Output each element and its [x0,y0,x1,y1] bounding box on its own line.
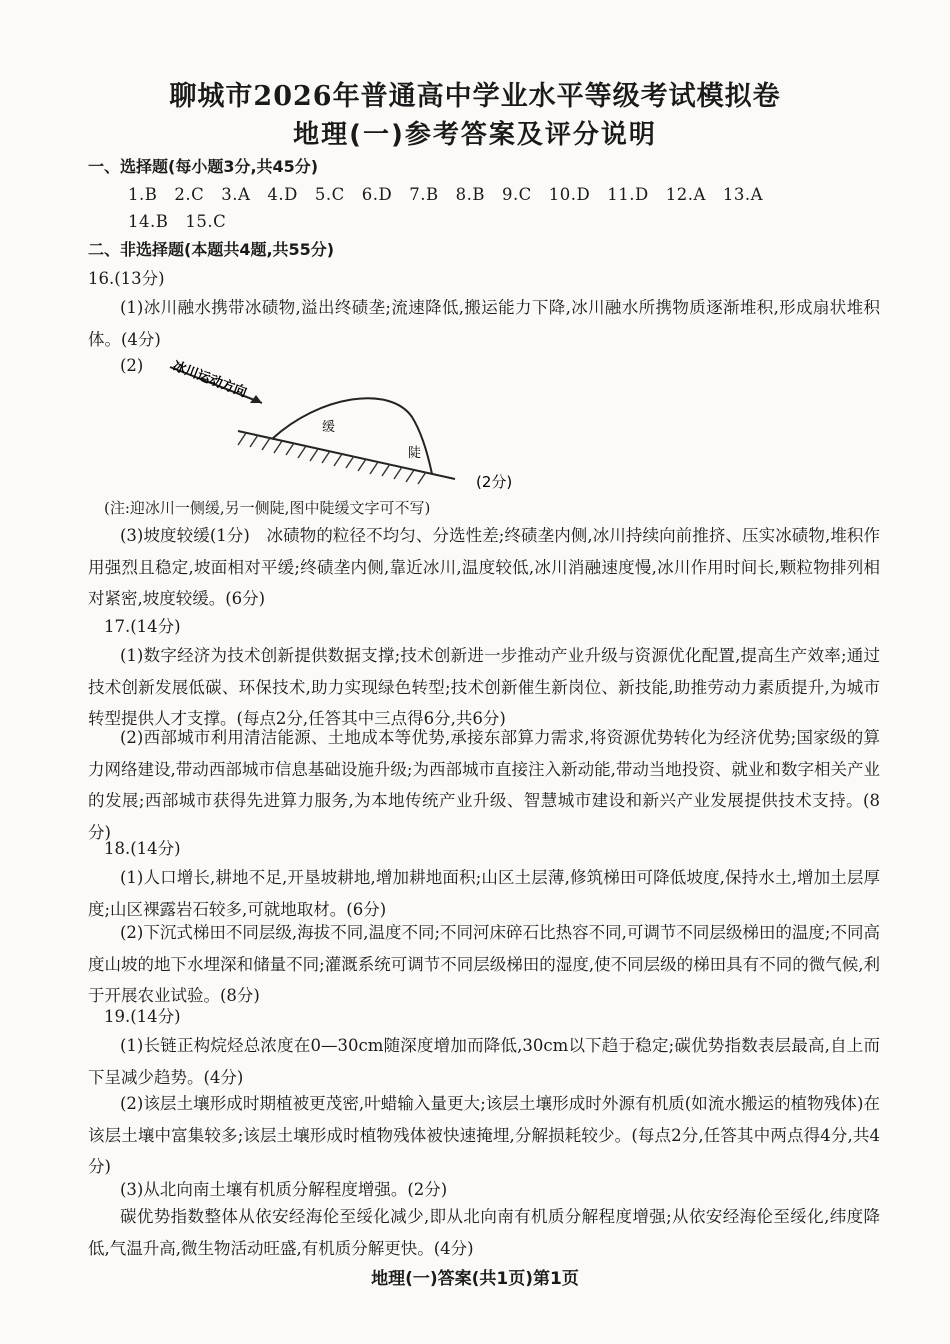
choice-answers-row2: 14.B 15.C [128,212,227,231]
q19-part2: (2)该层土壤形成时期植被更茂密,叶蜡输入量更大;该层土壤形成时外源有机质(如流水搬运的植物残体)在该层土壤中富集较多;该层土壤形成时植物残体被快速掩埋,分解损耗较少。(每点2分,任答其中两点得4分,共4分) [88,1094,880,1176]
q19-part1: (1)长链正构烷烃总浓度在0—30cm随深度增加而降低,30cm以下趋于稳定;碳优势指数表层最高,自上而下呈减少趋势。(4分) [88,1036,880,1087]
page-subtitle: 地理(一)参考答案及评分说明 [293,120,657,150]
section1-heading: 一、选择题(每小题3分,共45分) [88,157,319,176]
steep-slope-label: 陡 [408,446,422,461]
section2-heading: 二、非选择题(本题共4题,共55分) [88,240,335,259]
q19-label: 19.(14分) [104,1007,181,1026]
q18-part1: (1)人口增长,耕地不足,开垦坡耕地,增加耕地面积;山区土层薄,修筑梯田可降低坡度,保持水土,增加土层厚度;山区裸露岩石较多,可就地取材。(6分) [88,868,880,919]
q19-part4: 碳优势指数整体从依安经海伦至绥化减少,即从北向南有机质分解程度增强;从依安经海伦至绥化,纬度降低,气温升高,微生物活动旺盛,有机质分解更快。(4分) [88,1207,880,1258]
moraine-ridge-curve [272,398,432,474]
page-footer: 地理(一)答案(共1页)第1页 [371,1269,579,1289]
q18-part2: (2)下沉式梯田不同层级,海拔不同,温度不同;不同河床碎石比热容不同,可调节不同层级梯田的温度;不同高度山坡的地下水埋深和储量不同;灌溉系统可调节不同层级梯田的湿度,使不同层级的梯田具有不同的微气候,利于开展农业试验。(8分) [88,923,880,1005]
q16-part2-label: (2) [120,356,144,375]
q17-label: 17.(14分) [104,617,181,636]
q17-part2: (2)西部城市利用清洁能源、土地成本等优势,承接东部算力需求,将资源优势转化为经济优势;国家级的算力网络建设,带动西部城市信息基础设施升级;为西部城市直接注入新动能,带动当地投资、就业和数字相关产业的发展;西部城市获得先进算力服务,为本地传统产业升级、智慧城市建设和新兴产业发展提供技术支持。(8分) [88,728,880,842]
choice-answers-row1: 1.B 2.C 3.A 4.D 5.C 6.D 7.B 8.B 9.C 10.D 11.D 12.A 13.A [128,185,764,204]
q18-label: 18.(14分) [104,839,181,858]
gentle-slope-label: 缓 [322,420,336,435]
q16-diagram-note: (注:迎冰川一侧缓,另一侧陡,图中陡缓文字可不写) [104,499,431,517]
page-title: 聊城市2026年普通高中学业水平等级考试模拟卷 [169,81,781,112]
q17-part1: (1)数字经济为技术创新提供数据支撑;技术创新进一步推动产业升级与资源优化配置,提高生产效率;通过技术创新发展低碳、环保技术,助力实现绿色转型;技术创新催生新岗位、新技能,助推劳动力素质提升,为城市转型提供人才支撑。(每点2分,任答其中三点得6分,共6分) [88,646,880,728]
q16-part3: (3)坡度较缓(1分) 冰碛物的粒径不均匀、分选性差;终碛垄内侧,冰川持续向前推挤、压实冰碛物,堆积作用强烈且稳定,坡面相对平缓;终碛垄内侧,靠近冰川,温度较低,冰川消融速度慢,冰川作用时间长,颗粒物排列相对紧密,坡度较缓。(6分) [88,526,880,608]
diagram-score: (2分) [476,473,513,491]
ground-hatching [238,433,426,484]
q19-part3: (3)从北向南土壤有机质分解程度增强。(2分) [120,1180,448,1199]
glacier-direction-label: 冰川运动方向 [170,358,249,401]
q16-part1: (1)冰川融水携带冰碛物,溢出终碛垄;流速降低,搬运能力下降,冰川融水所携物质逐渐堆积,形成扇状堆积体。(4分) [88,298,880,349]
moraine-diagram [150,355,570,495]
q16-label: 16.(13分) [88,269,165,288]
